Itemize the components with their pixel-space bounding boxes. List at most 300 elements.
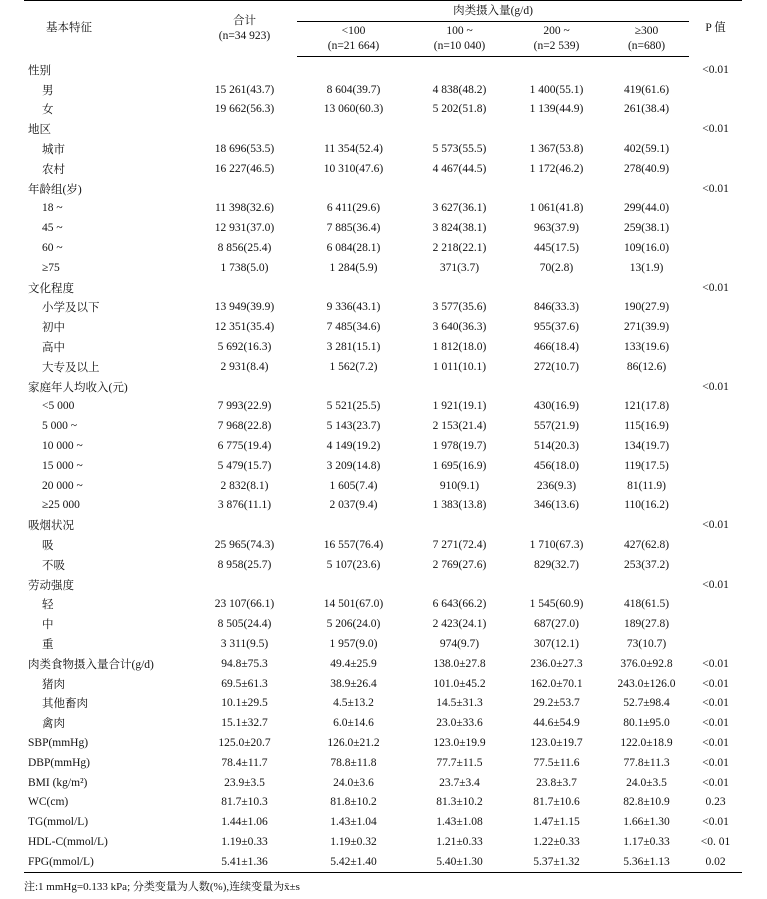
table-cell: 6 084(28.1) — [326, 242, 381, 255]
row-label: 女 — [42, 104, 54, 117]
table-cell: 119(17.5) — [624, 459, 669, 472]
table-cell: 7 968(22.8) — [217, 420, 272, 433]
table-cell: 2 769(27.6) — [432, 558, 487, 571]
table-cell: 38.9±26.4 — [330, 677, 377, 690]
table-cell: 3 209(14.8) — [326, 459, 381, 472]
table-row — [24, 397, 742, 417]
table-cell: 4.5±13.2 — [333, 697, 374, 710]
table-cell: 1 605(7.4) — [329, 479, 378, 492]
table-cell: 7 993(22.9) — [217, 400, 272, 413]
table-cell — [509, 377, 604, 397]
table-cell: 1.66±1.30 — [623, 816, 670, 829]
table-cell: 3 640(36.3) — [432, 321, 487, 334]
row-label: 初中 — [42, 322, 65, 335]
table-cell: 261(38.4) — [624, 103, 670, 116]
table-cell: 1.17±0.33 — [623, 835, 670, 848]
table-cell: 3 627(36.1) — [432, 202, 487, 215]
table-cell: 1 695(16.9) — [432, 459, 487, 472]
table-cell: 13 060(60.3) — [323, 103, 384, 116]
table-cell: 11 398(32.6) — [215, 202, 274, 215]
table-cell: 2 832(8.1) — [220, 479, 269, 492]
row-label: 猪肉 — [42, 678, 65, 691]
table-cell — [604, 57, 689, 80]
table-cell: 11 354(52.4) — [324, 143, 383, 156]
table-cell — [192, 575, 297, 595]
table-cell: 77.7±11.5 — [436, 756, 483, 769]
table-cell: 10.1±29.5 — [221, 697, 268, 710]
table-cell: 19 662(56.3) — [214, 103, 275, 116]
table-cell: 419(61.6) — [624, 83, 670, 96]
table-cell: 16 227(46.5) — [214, 162, 275, 175]
p-value-cell — [689, 238, 742, 258]
table-row — [24, 357, 742, 377]
p-value-cell: 0.23 — [705, 796, 726, 809]
table-row — [24, 713, 742, 733]
table-header — [24, 1, 742, 57]
table-cell: 1 978(19.7) — [432, 440, 487, 453]
table-cell: 1 061(41.8) — [529, 202, 584, 215]
table-section-row — [24, 654, 742, 674]
group-col-n: (n=2 539) — [533, 40, 580, 52]
table-cell — [604, 278, 689, 298]
table-cell: 5.41±1.36 — [192, 852, 297, 872]
table-cell: 5.37±1.32 — [509, 852, 604, 872]
table-cell: 1.44±1.06 — [221, 816, 268, 829]
p-value-cell — [689, 614, 742, 634]
table-row — [24, 337, 742, 357]
table-cell: 687(27.0) — [533, 618, 580, 631]
table-cell: 14 501(67.0) — [323, 598, 384, 611]
row-label: 劳动强度 — [28, 579, 74, 592]
row-label: WC(cm) — [28, 796, 69, 809]
p-value-cell: <0.01 — [702, 677, 729, 690]
table-section-row — [24, 812, 742, 832]
row-label: 吸烟状况 — [28, 520, 74, 533]
table-cell: 243.0±126.0 — [617, 677, 676, 690]
p-value-cell — [689, 357, 742, 377]
table-section-row — [24, 575, 742, 595]
table-cell: 1 562(7.2) — [329, 360, 378, 373]
row-label: 其他畜肉 — [42, 698, 88, 711]
group-col-n: (n=10 040) — [433, 40, 486, 52]
p-value-cell: <0.01 — [702, 697, 729, 710]
row-label: BMI (kg/m²) — [28, 776, 88, 789]
table-cell: 1 400(55.1) — [529, 83, 584, 96]
p-value-cell — [689, 298, 742, 318]
p-value-cell — [689, 436, 742, 456]
table-cell: 5 202(51.8) — [432, 103, 487, 116]
table-cell: 1 710(67.3) — [529, 539, 584, 552]
row-label: 轻 — [42, 599, 54, 612]
p-value-cell — [689, 634, 742, 654]
row-label: 18 ~ — [42, 202, 63, 215]
p-value-cell — [689, 535, 742, 555]
table-cell: 1 812(18.0) — [432, 341, 487, 354]
table-cell: 25 965(74.3) — [214, 539, 275, 552]
feature-header: 基本特征 — [24, 1, 192, 57]
p-value-cell: <0.01 — [702, 123, 729, 136]
table-cell — [509, 515, 604, 535]
table-cell: 4 838(48.2) — [432, 83, 487, 96]
table-cell: 81(11.9) — [627, 479, 666, 492]
table-cell — [604, 515, 689, 535]
group-col-n: (n=21 664) — [327, 40, 380, 52]
table-row — [24, 456, 742, 476]
table-cell: 81.7±10.3 — [221, 796, 268, 809]
table-cell: 910(9.1) — [439, 479, 480, 492]
table-cell: 1.19±0.32 — [330, 835, 377, 848]
table-cell: 121(17.8) — [624, 400, 670, 413]
table-cell — [192, 119, 297, 139]
table-row — [24, 614, 742, 634]
table-cell: 445(17.5) — [533, 242, 580, 255]
table-cell: 86(12.6) — [626, 360, 667, 373]
row-label: SBP(mmHg) — [28, 736, 89, 749]
table-cell — [297, 575, 410, 595]
table-cell — [509, 278, 604, 298]
table-cell: 376.0±92.8 — [620, 657, 673, 670]
table-cell: 299(44.0) — [624, 202, 670, 215]
table-cell: 18 696(53.5) — [214, 143, 275, 156]
table-cell: 5 573(55.5) — [432, 143, 487, 156]
table-row — [24, 674, 742, 694]
total-header-n: (n=34 923) — [218, 29, 271, 42]
table-cell — [604, 179, 689, 199]
p-value-cell: <0.01 — [702, 63, 729, 76]
table-cell: 2 218(22.1) — [432, 242, 487, 255]
row-label: HDL-C(mmol/L) — [28, 835, 108, 848]
table-cell: 4 149(19.2) — [326, 440, 381, 453]
row-label: 10 000 ~ — [42, 440, 83, 453]
table-body — [24, 57, 742, 873]
total-header — [192, 1, 297, 57]
table-cell — [192, 377, 297, 397]
table-section-row — [24, 515, 742, 535]
p-value-cell — [689, 496, 742, 516]
table-cell: 418(61.5) — [624, 598, 670, 611]
table-cell — [410, 278, 509, 298]
table-row — [24, 100, 742, 120]
table-cell: 2 037(9.4) — [329, 499, 378, 512]
row-label: 男 — [42, 84, 54, 97]
table-cell: 253(37.2) — [624, 558, 670, 571]
row-label: 高中 — [42, 342, 65, 355]
table-cell: 5 479(15.7) — [217, 459, 272, 472]
table-cell: 259(38.1) — [624, 222, 670, 235]
row-label: ≥75 — [42, 261, 60, 274]
table-cell: 1 284(5.9) — [329, 261, 378, 274]
row-label: 禽肉 — [42, 718, 65, 731]
table-row — [24, 139, 742, 159]
table-section-row — [24, 832, 742, 852]
table-cell: 5 692(16.3) — [217, 341, 272, 354]
group-col-header — [297, 22, 410, 57]
row-label: <5 000 — [42, 400, 75, 413]
row-label: DBP(mmHg) — [28, 756, 90, 769]
table-cell: 1 738(5.0) — [220, 261, 269, 274]
row-label: 小学及以下 — [42, 302, 100, 315]
table-cell — [410, 179, 509, 199]
table-section-row — [24, 753, 742, 773]
table-cell: 49.4±25.9 — [330, 657, 377, 670]
table-cell: 15 261(43.7) — [214, 83, 275, 96]
table-row — [24, 436, 742, 456]
table-cell — [192, 179, 297, 199]
table-cell: 77.8±11.3 — [623, 756, 670, 769]
p-value-cell — [689, 476, 742, 496]
table-cell: 456(18.0) — [533, 459, 580, 472]
p-value-cell: <0.01 — [702, 657, 729, 670]
table-cell: 12 931(37.0) — [214, 222, 275, 235]
table-cell — [297, 179, 410, 199]
table-section-row — [24, 278, 742, 298]
table-cell: 126.0±21.2 — [327, 736, 380, 749]
table-cell: 69.5±61.3 — [221, 677, 268, 690]
table-cell: 81.8±10.2 — [330, 796, 377, 809]
meat-intake-group-header: 肉类摄入量(g/d) — [297, 1, 689, 22]
table-cell — [192, 57, 297, 80]
row-label: 15 000 ~ — [42, 459, 83, 472]
p-value-cell — [689, 159, 742, 179]
p-value-cell — [689, 258, 742, 278]
table-cell: 123.0±19.7 — [530, 736, 583, 749]
table-cell: 1 139(44.9) — [529, 103, 584, 116]
group-col-header — [410, 22, 509, 57]
table-cell: 3 824(38.1) — [432, 222, 487, 235]
row-label: 家庭年人均收入(元) — [28, 381, 128, 394]
p-value-cell — [689, 456, 742, 476]
table-cell: 101.0±45.2 — [433, 677, 486, 690]
table-cell: 271(39.9) — [624, 321, 670, 334]
table-cell: 125.0±20.7 — [218, 736, 271, 749]
table-cell: 346(13.6) — [533, 499, 580, 512]
table-cell — [509, 57, 604, 80]
row-label: 中 — [42, 619, 54, 632]
table-cell: 1.19±0.33 — [221, 835, 268, 848]
p-value-cell — [689, 139, 742, 159]
table-cell: 134(19.7) — [624, 440, 670, 453]
p-value-cell — [689, 416, 742, 436]
table-cell: 3 876(11.1) — [217, 499, 272, 512]
table-cell: 16 557(76.4) — [323, 539, 384, 552]
row-label: 地区 — [28, 124, 51, 137]
row-label: 60 ~ — [42, 242, 63, 255]
table-cell: 466(18.4) — [533, 341, 580, 354]
table-section-row — [24, 852, 742, 872]
row-label: 农村 — [42, 163, 65, 176]
table-cell: 955(37.6) — [533, 321, 580, 334]
p-value-cell — [689, 397, 742, 417]
group-col-n: (n=680) — [627, 40, 666, 52]
table-cell: 162.0±70.1 — [530, 677, 583, 690]
table-cell: 44.6±54.9 — [533, 717, 580, 730]
row-label: TG(mmol/L) — [28, 816, 89, 829]
table-cell: 829(32.7) — [533, 558, 580, 571]
table-cell: 23 107(66.1) — [214, 598, 275, 611]
table-cell: 1 957(9.0) — [329, 638, 378, 650]
table-cell: 12 351(35.4) — [214, 321, 275, 334]
table-cell: 1 921(19.1) — [432, 400, 487, 413]
p-value-header: P 值 — [689, 1, 742, 57]
table-cell — [297, 57, 410, 80]
table-row — [24, 555, 742, 575]
table-cell: 23.7±3.4 — [439, 776, 480, 789]
table-cell — [604, 119, 689, 139]
table-cell: 70(2.8) — [539, 261, 574, 274]
table-row — [24, 298, 742, 318]
table-cell: 1.43±1.04 — [330, 816, 377, 829]
table-cell: 52.7±98.4 — [623, 697, 670, 710]
table-cell: 8 604(39.7) — [326, 83, 381, 96]
table-cell: 82.8±10.9 — [623, 796, 670, 809]
table-cell: 2 931(8.4) — [220, 360, 269, 373]
group-col-header — [604, 22, 689, 57]
row-label: 年龄组(岁) — [28, 183, 82, 196]
p-value-cell: <0.01 — [702, 578, 729, 591]
table-section-row — [24, 179, 742, 199]
p-value-cell: <0.01 — [702, 281, 729, 294]
table-cell: 3 311(9.5) — [220, 638, 269, 650]
table-cell: 2 153(21.4) — [432, 420, 487, 433]
table-cell: 4 467(44.5) — [432, 162, 487, 175]
table-cell: 190(27.9) — [624, 301, 670, 314]
table-section-row — [24, 792, 742, 812]
row-label: ≥25 000 — [42, 499, 80, 512]
table-cell: 5 521(25.5) — [326, 400, 381, 413]
table-cell: 8 856(25.4) — [217, 242, 272, 255]
table-cell: 6 411(29.6) — [326, 202, 381, 215]
row-label: 45 ~ — [42, 222, 63, 235]
group-col-label: 200 ~ — [543, 25, 570, 37]
table-cell: 8 958(25.7) — [217, 558, 272, 571]
table-cell: 29.2±53.7 — [533, 697, 580, 710]
p-value-cell — [689, 337, 742, 357]
row-label: 20 000 ~ — [42, 479, 83, 492]
table-cell: 94.8±75.3 — [221, 657, 268, 670]
table-row — [24, 199, 742, 219]
table-section-row — [24, 377, 742, 397]
table-cell: 1 545(60.9) — [529, 598, 584, 611]
p-value-cell — [689, 595, 742, 615]
p-value-cell: 0.02 — [689, 852, 742, 872]
row-label: 文化程度 — [28, 282, 74, 295]
table-cell: 974(9.7) — [439, 638, 480, 650]
table-section-row — [24, 773, 742, 793]
table-cell: 115(16.9) — [624, 420, 669, 433]
table-cell — [297, 278, 410, 298]
table-section-row — [24, 733, 742, 753]
table-cell: 6 775(19.4) — [217, 440, 272, 453]
table-cell — [509, 119, 604, 139]
p-value-cell: <0. 01 — [700, 835, 731, 848]
row-label: 重 — [42, 639, 54, 651]
table-cell: 23.0±33.6 — [436, 717, 483, 730]
table-cell: 122.0±18.9 — [620, 736, 673, 749]
table-cell: 133(19.6) — [624, 341, 670, 354]
table-cell — [509, 575, 604, 595]
p-value-cell — [689, 199, 742, 219]
p-value-cell — [689, 100, 742, 120]
table-cell — [604, 575, 689, 595]
table-cell: 430(16.9) — [533, 400, 580, 413]
table-cell: 23.9±3.5 — [224, 776, 265, 789]
table-row — [24, 159, 742, 179]
table-row — [24, 535, 742, 555]
table-cell: 13 949(39.9) — [214, 301, 275, 314]
p-value-cell: <0.01 — [702, 816, 729, 829]
table-cell — [192, 515, 297, 535]
table-cell: 10 310(47.6) — [323, 162, 384, 175]
table-cell: 307(12.1) — [533, 638, 580, 650]
row-label: 肉类食物摄入量合计(g/d) — [28, 658, 154, 671]
table-cell: 9 336(43.1) — [326, 301, 381, 314]
table-cell: 6 643(66.2) — [432, 598, 487, 611]
table-cell: 1.21±0.33 — [436, 835, 483, 848]
table-cell: 5.36±1.13 — [604, 852, 689, 872]
table-row — [24, 80, 742, 100]
table-cell: 371(3.7) — [439, 261, 480, 274]
table-cell: 5 206(24.0) — [326, 618, 381, 631]
table-cell — [410, 377, 509, 397]
table-cell: 13(1.9) — [629, 261, 664, 274]
table-cell — [297, 377, 410, 397]
table-cell: 1.47±1.15 — [533, 816, 580, 829]
table-row — [24, 595, 742, 615]
table-cell: 236.0±27.3 — [530, 657, 583, 670]
table-cell: 402(59.1) — [624, 143, 670, 156]
table-cell: 73(10.7) — [626, 638, 667, 650]
table-cell — [509, 179, 604, 199]
table-cell: 846(33.3) — [533, 301, 580, 314]
table-row — [24, 634, 742, 654]
p-value-cell: <0.01 — [702, 776, 729, 789]
table-footnote: 注:1 mmHg=0.133 kPa; 分类变量为人数(%),连续变量为x̄±s — [24, 881, 300, 893]
table-cell: 110(16.2) — [624, 499, 669, 512]
table-cell: 5.40±1.30 — [410, 852, 509, 872]
group-col-label: 100 ~ — [446, 25, 473, 37]
table-cell — [410, 575, 509, 595]
table-cell: 278(40.9) — [624, 162, 670, 175]
table-cell: 78.8±11.8 — [330, 756, 377, 769]
table-row — [24, 258, 742, 278]
table-cell: 123.0±19.9 — [433, 736, 486, 749]
table-row — [24, 238, 742, 258]
table-cell: 5 107(23.6) — [326, 558, 381, 571]
row-label: 性别 — [28, 64, 51, 77]
table-cell — [604, 377, 689, 397]
baseline-table — [24, 0, 742, 873]
table-cell: 138.0±27.8 — [433, 657, 486, 670]
table-row — [24, 218, 742, 238]
p-value-cell: <0.01 — [702, 717, 729, 730]
table-cell: 1 172(46.2) — [529, 162, 584, 175]
p-value-cell — [689, 317, 742, 337]
table-cell: 109(16.0) — [624, 242, 670, 255]
table-row — [24, 496, 742, 516]
table-row — [24, 694, 742, 714]
table-cell: 7 271(72.4) — [432, 539, 487, 552]
table-cell — [297, 515, 410, 535]
table-cell: 1.22±0.33 — [533, 835, 580, 848]
total-header-label: 合计 — [233, 14, 256, 27]
table-cell: 3 577(35.6) — [432, 301, 487, 314]
table-cell: 7 885(36.4) — [326, 222, 381, 235]
table-cell: 14.5±31.3 — [436, 697, 483, 710]
p-value-cell: <0.01 — [702, 380, 729, 393]
table-cell: 24.0±3.6 — [333, 776, 374, 789]
p-value-cell: <0.01 — [702, 736, 729, 749]
row-label: 5 000 ~ — [42, 420, 77, 433]
